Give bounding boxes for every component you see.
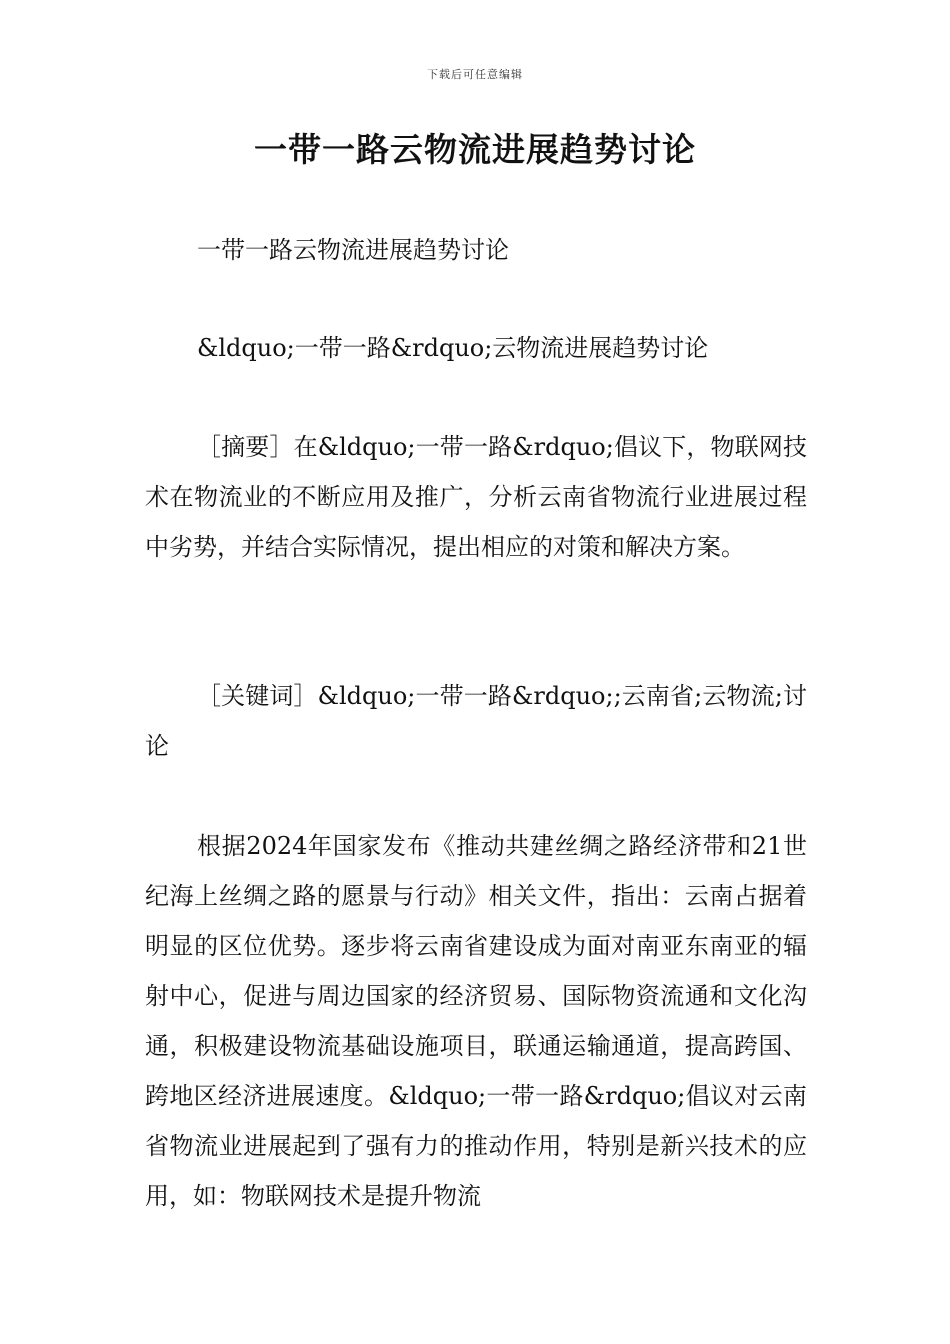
header-note: 下载后可任意编辑 [427,68,523,81]
abstract-paragraph: ［摘要］在&ldquo;一带一路&rdquo;倡议下，物联网技术在物流业的不断应用及推广，分析云南省物流行业进展过程中劣势，并结合实际情况，提出相应的对策和解决方案。 [145,433,807,561]
keywords-paragraph: ［关键词］&ldquo;一带一路&rdquo;;云南省;云物流;讨论 [145,682,807,760]
quoted-title-paragraph: &ldquo;一带一路&rdquo;云物流进展趋势讨论 [197,334,709,362]
document-title: 一带一路云物流进展趋势讨论 [254,130,696,169]
body-paragraph: 根据2024年国家发布《推动共建丝绸之路经济带和21世纪海上丝绸之路的愿景与行动》相关文件，指出：云南占据着明显的区位优势。逐步将云南省建设成为面对南亚东南亚的辐射中心，促进与周边国家的经济贸易、国际物资流通和文化沟通，积极建设物流基础设施项目，联通运输通道，提高跨国、跨地区经济进展速度。&ldquo;一带一路&rdquo;倡议对云南省物流业进展起到了强有力的推动作用，特别是新兴技术的应用，如：物联网技术是提升物流 [145,832,807,1210]
subtitle-paragraph: 一带一路云物流进展趋势讨论 [197,236,509,264]
